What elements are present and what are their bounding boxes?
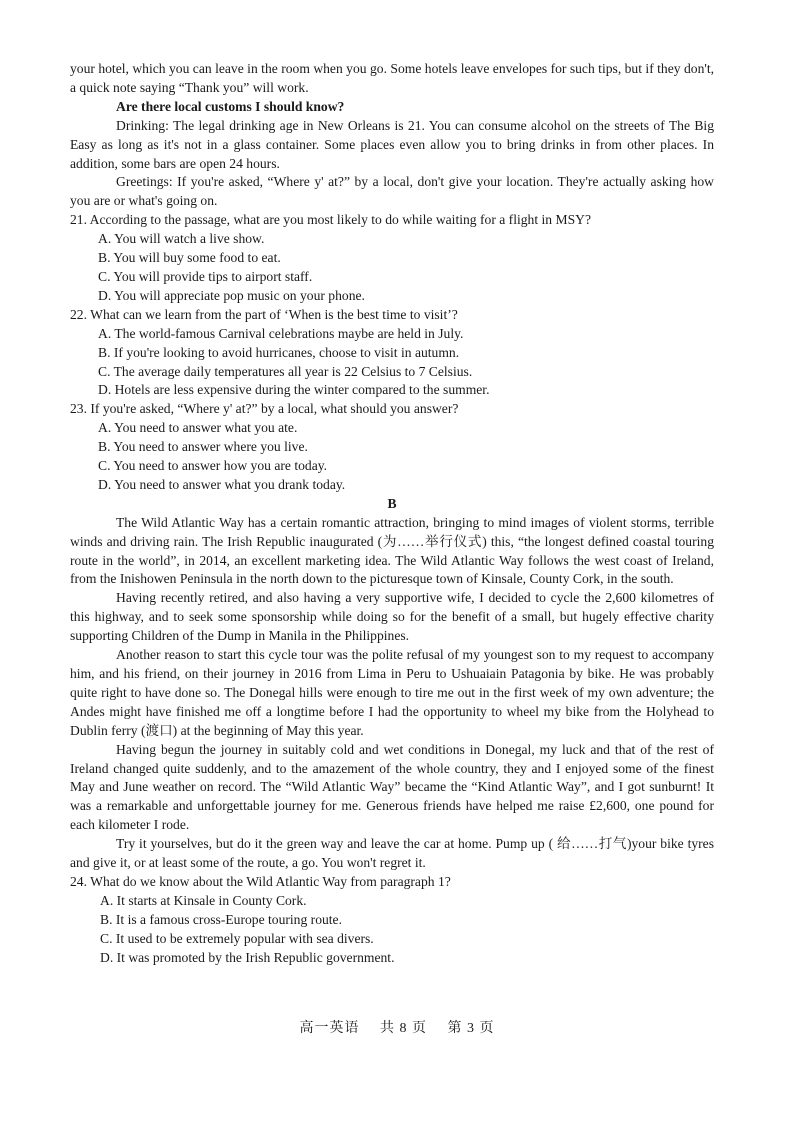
- paragraph-tips-end: your hotel, which you can leave in the room when you go. Some hotels leave envelopes for such tips, but if they don't, a quick note saying “Thank you” will work.: [70, 61, 714, 95]
- page-footer: [0, 1020, 794, 1039]
- section-letter-b: B: [387, 495, 397, 511]
- option-a: A. It starts at Kinsale in County Cork.: [100, 892, 307, 908]
- option-d: D. You need to answer what you drank today.: [98, 476, 346, 492]
- option-b: B. You will buy some food to eat.: [98, 250, 281, 266]
- question-stem: 22. What can we learn from the part of ‘When is the best time to visit’?: [70, 306, 458, 322]
- option-b: B. It is a famous cross-Europe touring route.: [100, 911, 342, 927]
- question-21: [70, 211, 714, 306]
- paragraph-b5: Try it yourselves, but do it the green way and leave the car at home. Pump up ( 给……打气)your bike tyres and give it, or at least some of the route, a go. You won't regret it.: [70, 836, 714, 871]
- option-c: C. You will provide tips to airport staff.: [98, 268, 313, 284]
- question-stem: 23. If you're asked, “Where y' at?” by a local, what should you answer?: [70, 401, 459, 417]
- paragraph-greetings: Greetings: If you're asked, “Where y' at?” by a local, don't give your location. They're actually asking how you are or what's going on.: [70, 174, 714, 209]
- paragraph-drinking: Drinking: The legal drinking age in New Orleans is 21. You can consume alcohol on the streets of The Big Easy as long as it's not in a glass container. Some places even allow you to bring drinks in from other places. In addition, some bars are open 24 hours.: [70, 117, 714, 171]
- option-c: C. It used to be extremely popular with sea divers.: [100, 930, 374, 946]
- question-22: [70, 306, 714, 401]
- footer-total-pages: 共 8 页: [380, 1021, 427, 1036]
- option-d: D. It was promoted by the Irish Republic government.: [100, 949, 395, 965]
- question-stem: 21. According to the passage, what are you most likely to do while waiting for a flight in MSY?: [70, 212, 591, 228]
- option-b: B. If you're looking to avoid hurricanes, choose to visit in autumn.: [98, 344, 460, 360]
- question-24: [70, 873, 714, 968]
- paragraph-b4: Having begun the journey in suitably cold and wet conditions in Donegal, my luck and that of the rest of Ireland changed quite suddenly, and to the amazement of the whole country, they and I enjoyed some of the finest May and June weather on record. The “Wild Atlantic Way” became the “Kind Atlantic Way”, and I got sunburnt! It was a remarkable and unforgettable journey for me. Generous friends have helped me raise £2,600, one pound for each kilometer I rode.: [70, 741, 714, 833]
- option-c: C. The average daily temperatures all year is 22 Celsius to 7 Celsius.: [98, 363, 473, 379]
- option-a: A. The world-famous Carnival celebrations maybe are held in July.: [98, 325, 464, 341]
- question-stem: 24. What do we know about the Wild Atlantic Way from paragraph 1?: [70, 873, 451, 889]
- option-a: A. You will watch a live show.: [98, 231, 265, 247]
- paragraph-b1: The Wild Atlantic Way has a certain romantic attraction, bringing to mind images of violent storms, terrible winds and driving rain. The Irish Republic inaugurated (为……举行仪式) this, “the longest defined coastal touring route in the world”, in 2014, an excellent marketing idea. The Wild Atlantic Way follows the west coast of Ireland, from the Inishowen Peninsula in the north down to the picturesque town of Kinsale, County Cork, in the south.: [70, 514, 714, 587]
- option-a: A. You need to answer what you ate.: [98, 420, 298, 436]
- option-b: B. You need to answer where you live.: [98, 439, 308, 455]
- option-d: D. You will appreciate pop music on your phone.: [98, 287, 365, 303]
- question-23: [70, 400, 714, 495]
- paragraph-b3: Another reason to start this cycle tour was the polite refusal of my youngest son to my request to accompany him, and his friend, on their journey in 2016 from Lima in Peru to Ushuaiain Patagonia by bike. He was probably quite right to have done so. The Donegal hills were enough to tire me out in the first week of my own adventure; the Andes might have finished me off a longtime before I had the opportunity to wheel my bike from the Holyhead to Dublin ferry (渡口) at the beginning of May this year.: [70, 647, 714, 738]
- footer-page-number: 第 3 页: [447, 1021, 495, 1036]
- paragraph-b2: Having recently retired, and also having a very supportive wife, I decided to cycle the 2,600 kilometres of this highway, and to seek some sponsorship while doing so for the benefit of a small, but hugely effective charity supporting Children of the Dump in Manila in the Philippines.: [70, 590, 714, 644]
- option-c: C. You need to answer how you are today.: [98, 458, 328, 474]
- option-d: D. Hotels are less expensive during the winter compared to the summer.: [98, 382, 490, 398]
- footer-subject: 高一英语: [299, 1021, 360, 1036]
- customs-heading: Are there local customs I should know?: [116, 98, 345, 114]
